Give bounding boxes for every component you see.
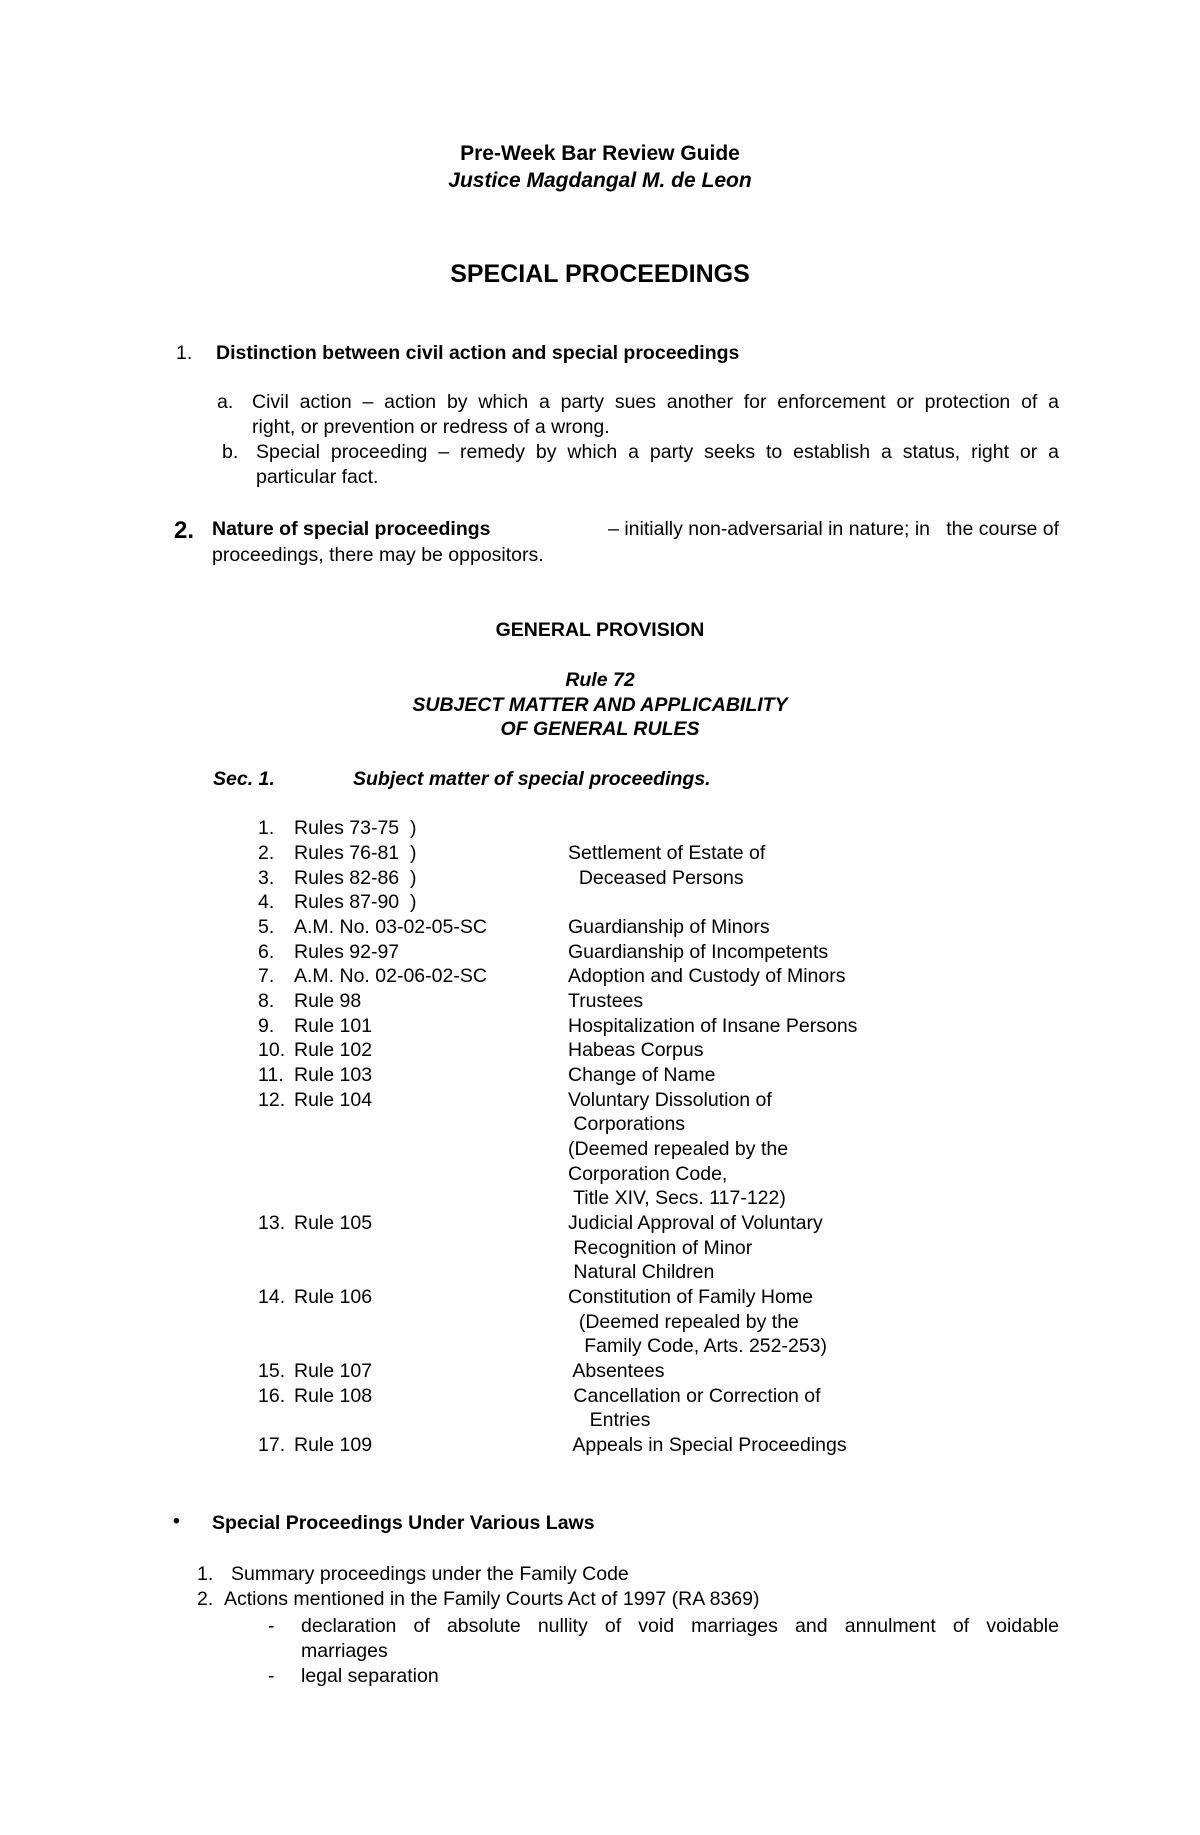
section-1-title: Distinction between civil action and special proceedings — [216, 342, 740, 364]
various-laws-title: Special Proceedings Under Various Laws — [212, 1512, 595, 1534]
various-item-1-text: Summary proceedings under the Family Code — [231, 1563, 629, 1585]
section-2-number: 2. — [174, 517, 195, 544]
main-heading: SPECIAL PROCEEDINGS — [450, 260, 750, 288]
document-title: Pre-Week Bar Review Guide — [460, 142, 740, 165]
dash-icon: - — [268, 1665, 275, 1687]
item-a-marker: a. — [217, 391, 234, 413]
sec-1-label: Sec. 1. — [213, 768, 275, 790]
various-item-2-number: 2. — [197, 1588, 214, 1610]
various-item-1-number: 1. — [197, 1563, 214, 1585]
sub-item-1-line1: declaration of absolute nullity of void marriages and annulment of voidable — [301, 1615, 1059, 1637]
rule-72-subject-line2: OF GENERAL RULES — [500, 718, 700, 740]
various-item-2-text: Actions mentioned in the Family Courts Act of 1997 (RA 8369) — [224, 1588, 760, 1610]
section-2-text: – initially non-adversarial in nature; in the course of — [608, 518, 1059, 540]
section-2-line1 — [212, 518, 1059, 541]
item-b-line1: Special proceeding – remedy by which a party seeks to establish a status, right or a — [256, 441, 1059, 463]
sec-1-title: Subject matter of special proceedings. — [353, 768, 711, 790]
document-author: Justice Magdangal M. de Leon — [448, 169, 752, 192]
general-provision-heading: GENERAL PROVISION — [495, 619, 705, 641]
section-1-number: 1. — [176, 342, 193, 364]
sub-item-2: legal separation — [301, 1665, 439, 1687]
item-a-line2: right, or prevention or redress of a wrong. — [252, 416, 610, 438]
item-b-marker: b. — [222, 441, 239, 463]
bullet-icon: • — [173, 1510, 180, 1532]
rule-72-label: Rule 72 — [565, 669, 635, 691]
section-2-title: Nature of special proceedings — [212, 518, 491, 540]
rule-72-subject-line1: SUBJECT MATTER AND APPLICABILITY — [412, 694, 788, 716]
section-2-line2: proceedings, there may be oppositors. — [212, 544, 544, 566]
item-b-line2: particular fact. — [256, 466, 379, 488]
dash-icon: - — [268, 1615, 275, 1637]
sub-item-1-line2: marriages — [301, 1640, 388, 1662]
item-a-line1: Civil action – action by which a party sues another for enforcement or protection of a — [252, 391, 1059, 413]
